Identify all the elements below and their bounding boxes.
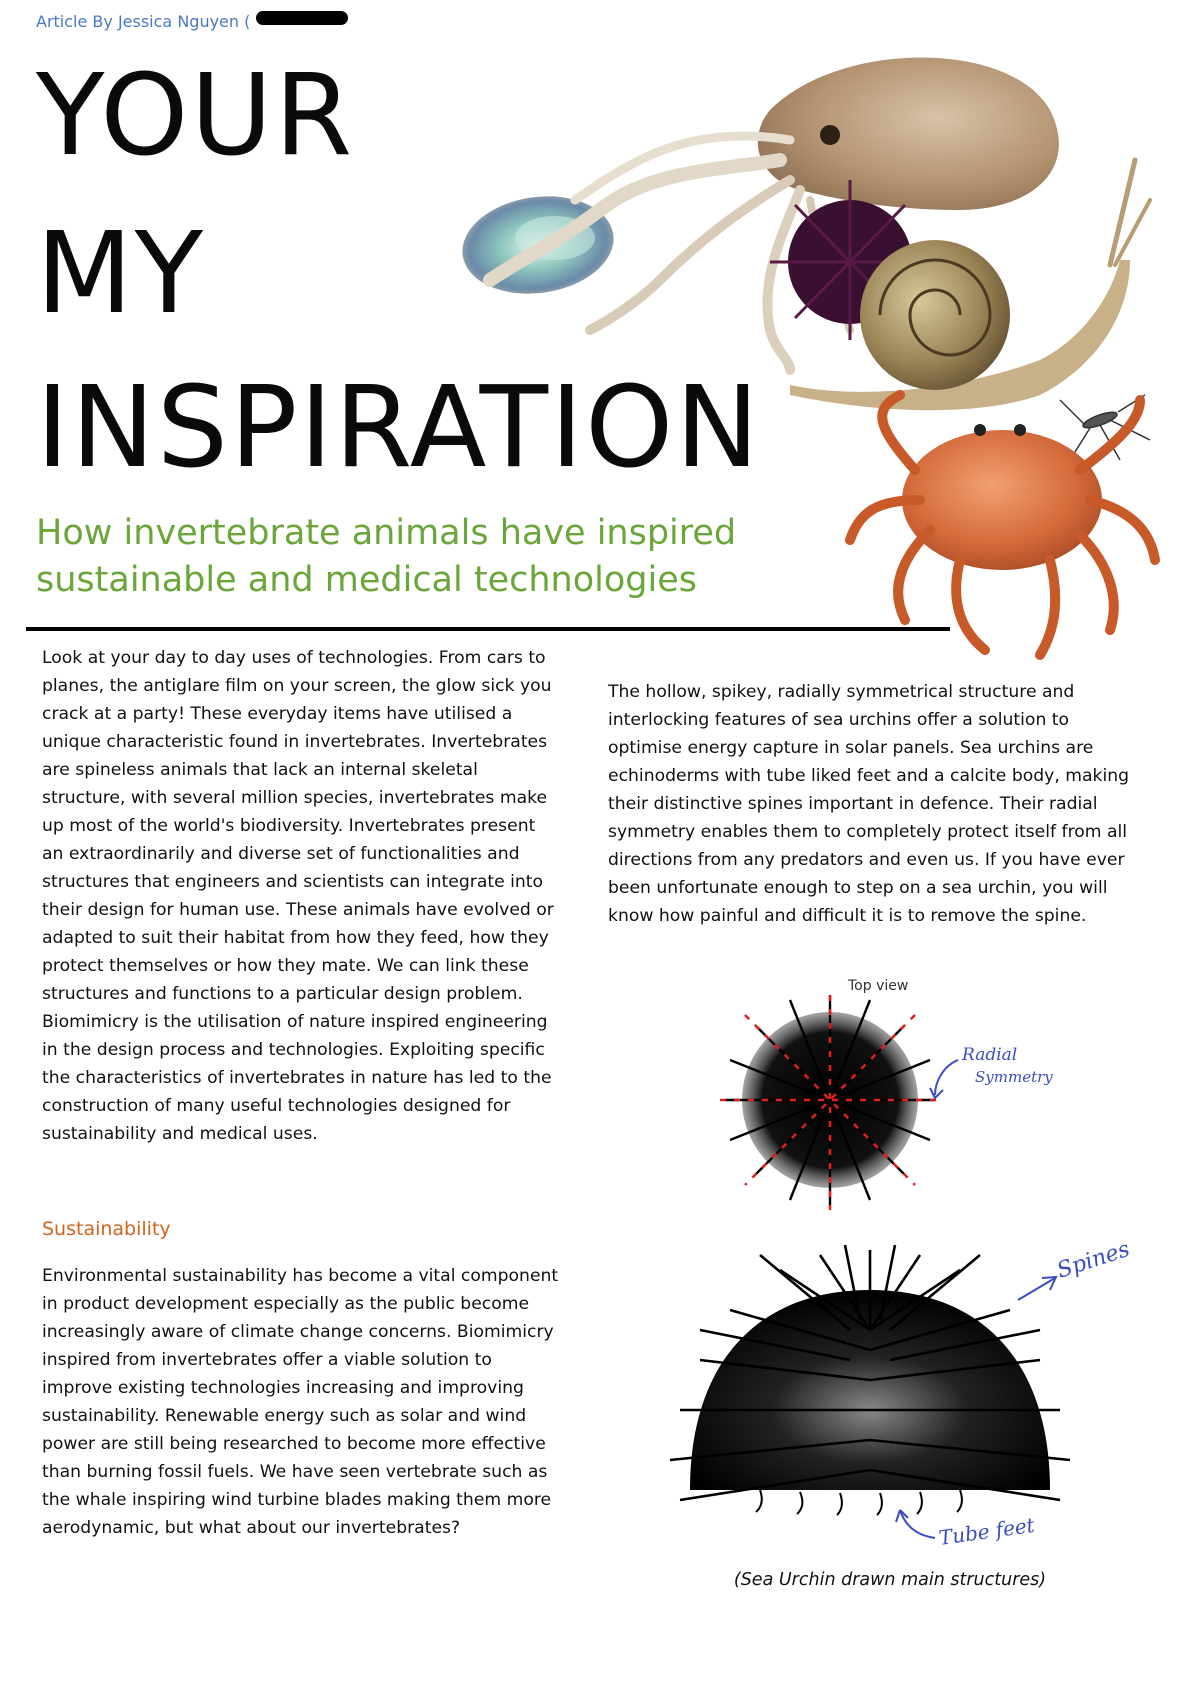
redaction-mark xyxy=(256,11,348,25)
diagram-caption: (Sea Urchin drawn main structures) xyxy=(733,1570,1047,1590)
section-heading-sustainability: Sustainability xyxy=(42,1218,171,1240)
subtitle: How invertebrate animals have inspired sustainable and medical technologies xyxy=(36,513,737,600)
purple-sea-urchin-image xyxy=(770,180,930,340)
byline xyxy=(36,12,348,31)
tube-feet xyxy=(756,1490,962,1515)
tube-feet-label: Tube feet xyxy=(937,1512,1037,1550)
sea-urchin-paragraph: The hollow, spikey, radially symmetrical structure and interlocking features of sea urchins offer a solution to optimise energy capture in solar panels. Sea urchins are echinoderms with tube liked feet and a calcite body, making their distinctive spines important in defence. Their radial symmetry enables them to completely protect itself from all directions from any predators and even us. If you have ever been unfortunate enough to step on a sea urchin, you will know how painful and difficult it is to remove the spine. xyxy=(608,682,1130,926)
title-line-3: INSPIRATION xyxy=(36,363,762,493)
symmetry-label: Symmetry xyxy=(975,1068,1053,1086)
urchin-top-view-diagram xyxy=(720,978,1053,1210)
sustainability-paragraph: Environmental sustainability has become a vital component in product development especially as the public become increasingly aware of climate change concerns. Biomimicry inspired from invertebrates offer a viable solution to improve existing technologies increasing and improving sustainability. Renewable energy such as solar and wind power are still being researched to become more effective than burning fossil fuels. We have seen vertebrate such as the whale inspiring wind turbine blades making them more aerodynamic, but what about our invertebrates? xyxy=(42,1266,559,1538)
intro-paragraph: Look at your day to day uses of technologies. From cars to planes, the antiglare film on your screen, the glow sick you crack at a party! These everyday items have utilised a unique characteristic found in invertebrates. Invertebrates are spineless animals that lack an internal skeletal structure, with several million species, invertebrates make up most of the world's biodiversity. Invertebrates present an extraordinarily and diverse set of functionalities and structures that engineers and scientists can integrate into their design for human use. These animals have evolved or adapted to suit their habitat from how they feed, how they protect themselves or how they mate. We can link these structures and functions to a particular design problem. Biomimicry is the utilisation of nature inspired engineering in the design process and technologies. Exploiting specific the characteristics of invertebrates in nature has led to the construction of many useful technologies designed for sustainability and medical uses. xyxy=(42,648,554,1144)
abalone-shell-image xyxy=(456,187,620,303)
title-line-2: MY xyxy=(36,209,206,339)
urchin-spines-side xyxy=(670,1245,1070,1500)
squid-image xyxy=(490,58,1059,371)
mosquito-image xyxy=(1060,395,1150,460)
urchin-side-view-diagram xyxy=(670,1237,1133,1550)
crab-image xyxy=(850,395,1155,655)
top-view-label: Top view xyxy=(848,978,909,994)
spines-label: Spines xyxy=(1054,1236,1133,1284)
title-line-1: YOUR xyxy=(36,51,355,181)
urchin-spines-top xyxy=(725,995,935,1205)
sea-urchin-column xyxy=(608,678,1140,930)
symmetry-lines xyxy=(720,995,940,1210)
sustainability-column xyxy=(42,1262,562,1542)
title-divider xyxy=(26,627,950,631)
spines-arrow xyxy=(1018,1278,1055,1300)
intro-column xyxy=(42,644,562,1148)
byline-text: Article By Jessica Nguyen ( xyxy=(36,12,251,31)
snail-image xyxy=(790,160,1150,410)
radial-label: Radial xyxy=(962,1045,1018,1065)
radial-arrow xyxy=(935,1060,958,1095)
tube-feet-arrow xyxy=(900,1510,935,1538)
